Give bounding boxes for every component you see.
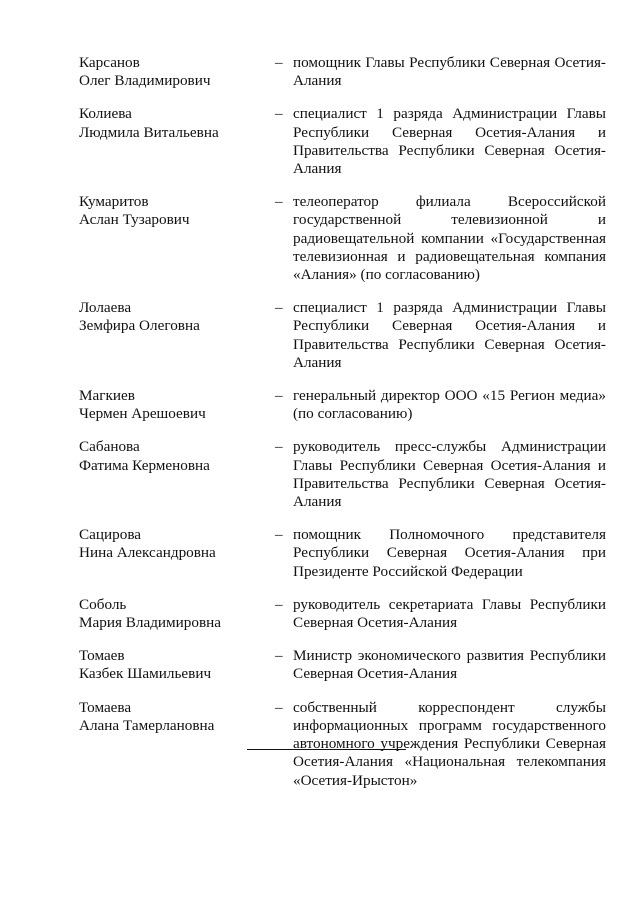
person-given-names: Фатима Керменовна [79, 456, 210, 474]
list-item [79, 54, 606, 90]
person-given-names: Алана Тамерлановна [79, 716, 215, 734]
person-position: руководитель секретариата Главы Республики Северная Осетия-Алания [293, 595, 606, 632]
person-surname: Соболь [79, 595, 127, 613]
person-name [79, 596, 275, 632]
person-name [79, 299, 275, 335]
list-item [79, 699, 606, 790]
person-given-names: Аслан Тузарович [79, 211, 190, 229]
person-surname: Сацирова [79, 526, 142, 544]
person-name [79, 438, 275, 474]
membership-list [79, 54, 606, 805]
list-item [79, 526, 606, 581]
dash-separator: – [275, 647, 283, 665]
dash-separator: – [275, 193, 283, 211]
person-name [79, 54, 275, 90]
list-item [79, 596, 606, 632]
person-position: помощник Полномочного представителя Республики Северная Осетия-Алания при Президенте Российской Федерации [293, 526, 606, 580]
person-given-names: Казбек Шамильевич [79, 665, 212, 683]
person-surname: Магкиев [79, 387, 135, 405]
person-given-names: Нина Александровна [79, 544, 216, 562]
person-position: специалист 1 разряда Администрации Главы Республики Северная Осетия-Алания и Правительства Республики Северная Осетия-Алания [293, 299, 606, 371]
dash-separator: – [275, 299, 283, 317]
person-name [79, 526, 275, 562]
person-surname: Томаева [79, 698, 132, 716]
dash-separator: – [275, 54, 283, 71]
closing-rule [247, 749, 406, 750]
person-position: специалист 1 разряда Администрации Главы Республики Северная Осетия-Алания и Правительства Республики Северная Осетия-Алания [293, 105, 606, 178]
person-position: собственный корреспондент службы информационных программ государственного автономного учреждения Республики Северная Осетия-Алания «Национальная телекомпания «Осетия-Ирыстон» [293, 698, 606, 789]
dash-separator: – [275, 595, 283, 613]
person-name [79, 105, 275, 141]
person-surname: Колиева [79, 105, 132, 123]
person-position: руководитель пресс-службы Администрации Главы Республики Северная Осетия-Алания и Правительства Республики Северная Осетия-Алания [293, 438, 606, 511]
person-position: телеоператор филиала Всероссийской государственной телевизионной и радиовещательной компании «Государственная телевизионная и радиовещательная компания «Алания» (по согласованию) [293, 193, 606, 284]
list-item [79, 193, 606, 284]
list-item [79, 438, 606, 511]
person-surname: Томаев [79, 647, 125, 665]
list-item [79, 387, 606, 423]
person-position: генеральный директор ООО «15 Регион медиа» (по согласованию) [293, 387, 606, 423]
dash-separator: – [275, 105, 283, 123]
person-surname: Карсанов [79, 54, 140, 71]
person-given-names: Земфира Олеговна [79, 317, 200, 335]
person-given-names: Людмила Витальевна [79, 123, 219, 141]
dash-separator: – [275, 438, 283, 456]
person-name [79, 387, 275, 423]
list-item [79, 105, 606, 178]
person-given-names: Мария Владимировна [79, 614, 222, 632]
person-name [79, 699, 275, 735]
dash-separator: – [275, 387, 283, 405]
person-surname: Кумаритов [79, 193, 149, 211]
list-item [79, 299, 606, 372]
person-surname: Лолаева [79, 299, 132, 317]
person-name [79, 647, 275, 683]
person-given-names: Олег Владимирович [79, 72, 211, 90]
person-position: Министр экономического развития Республики Северная Осетия-Алания [293, 647, 606, 683]
person-name [79, 193, 275, 229]
person-given-names: Чермен Арешоевич [79, 405, 206, 423]
person-surname: Сабанова [79, 438, 140, 456]
dash-separator: – [275, 526, 283, 544]
person-position: помощник Главы Республики Северная Осетия-Алания [293, 54, 606, 90]
dash-separator: – [275, 698, 283, 716]
list-item [79, 647, 606, 683]
